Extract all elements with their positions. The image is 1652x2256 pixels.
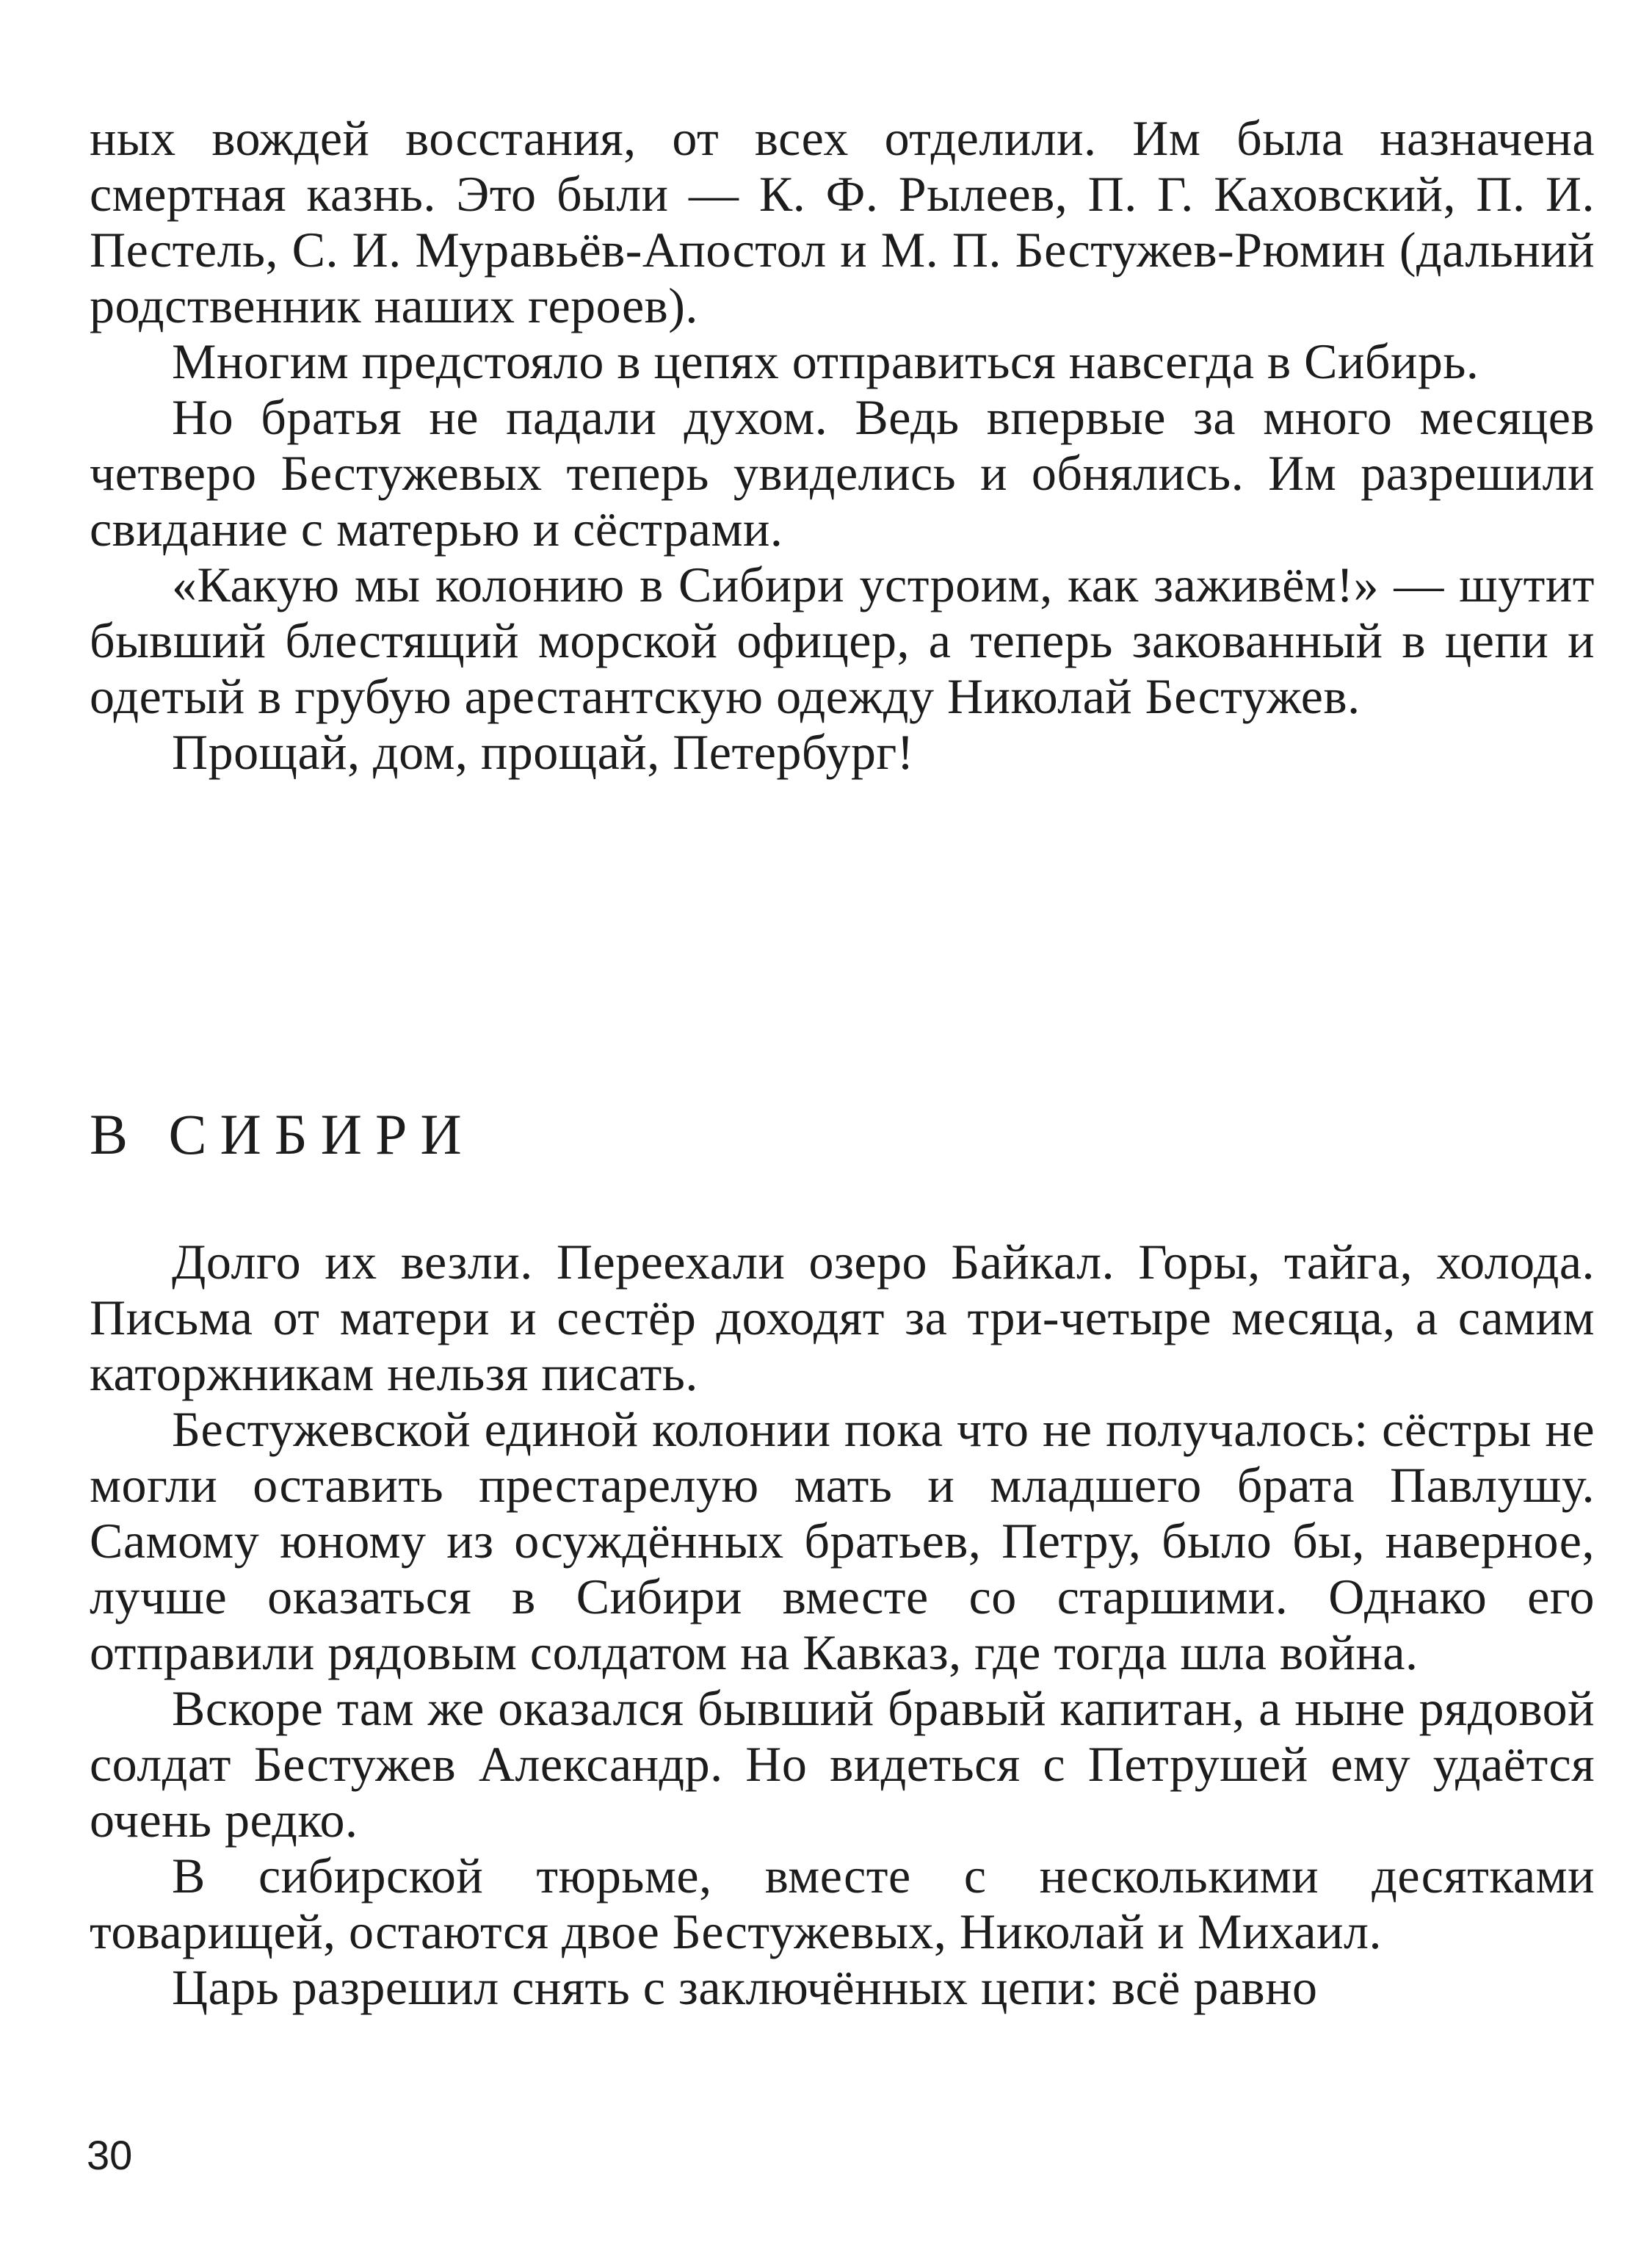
section-heading: В СИБИРИ: [90, 1102, 475, 1166]
lower-text-block: [90, 1234, 1595, 2015]
paragraph: В сибирской тюрьме, вместе с несколькими десятками товарищей, остаются двое Бестужевых, Николай и Михаил.: [90, 1848, 1595, 1959]
paragraph-continued: ных вождей восстания, от всех отделили. Им была назначена смертная казнь. Это были — К. Ф. Рылеев, П. Г. Каховский, П. И. Пестель, С. И. Муравьёв-Апостол и М. П. Бестужев-Рюмин (дальний родственник наших героев).: [90, 110, 1595, 333]
paragraph: Прощай, дом, прощай, Петербург!: [172, 724, 914, 780]
paragraph: Бестужевской единой колонии пока что не получалось: сёстры не могли оставить престарелую мать и младшего брата Павлушу. Самому юному из осуждённых братьев, Петру, было бы, наверное, лучше оказаться в Сибири вместе со старшими. Однако его отправили рядовым солдатом на Кавказ, где тогда шла война.: [90, 1401, 1595, 1680]
upper-text-block: [90, 110, 1595, 780]
page-number: 30: [87, 2132, 133, 2178]
paragraph: Многим предстояло в цепях отправиться навсегда в Сибирь.: [172, 333, 1479, 389]
paragraph: Царь разрешил снять с заключённых цепи: всё равно: [172, 1959, 1318, 2015]
paragraph: Долго их везли. Переехали озеро Байкал. Горы, тайга, холода. Письма от матери и сестёр доходят за три-четыре месяца, а самим каторжникам нельзя писать.: [90, 1234, 1595, 1401]
paragraph: «Какую мы колонию в Сибири устроим, как заживём!» — шутит бывший блестящий морской офицер, а теперь закованный в цепи и одетый в грубую арестантскую одежду Николай Бестужев.: [90, 557, 1595, 724]
paragraph: Вскоре там же оказался бывший бравый капитан, а ныне рядовой солдат Бестужев Александр. Но видеться с Петрушей ему удаётся очень редко.: [90, 1680, 1595, 1848]
paragraph: Но братья не падали духом. Ведь впервые за много месяцев четверо Бестужевых теперь увиделись и обнялись. Им разрешили свидание с матерью и сёстрами.: [90, 389, 1595, 557]
